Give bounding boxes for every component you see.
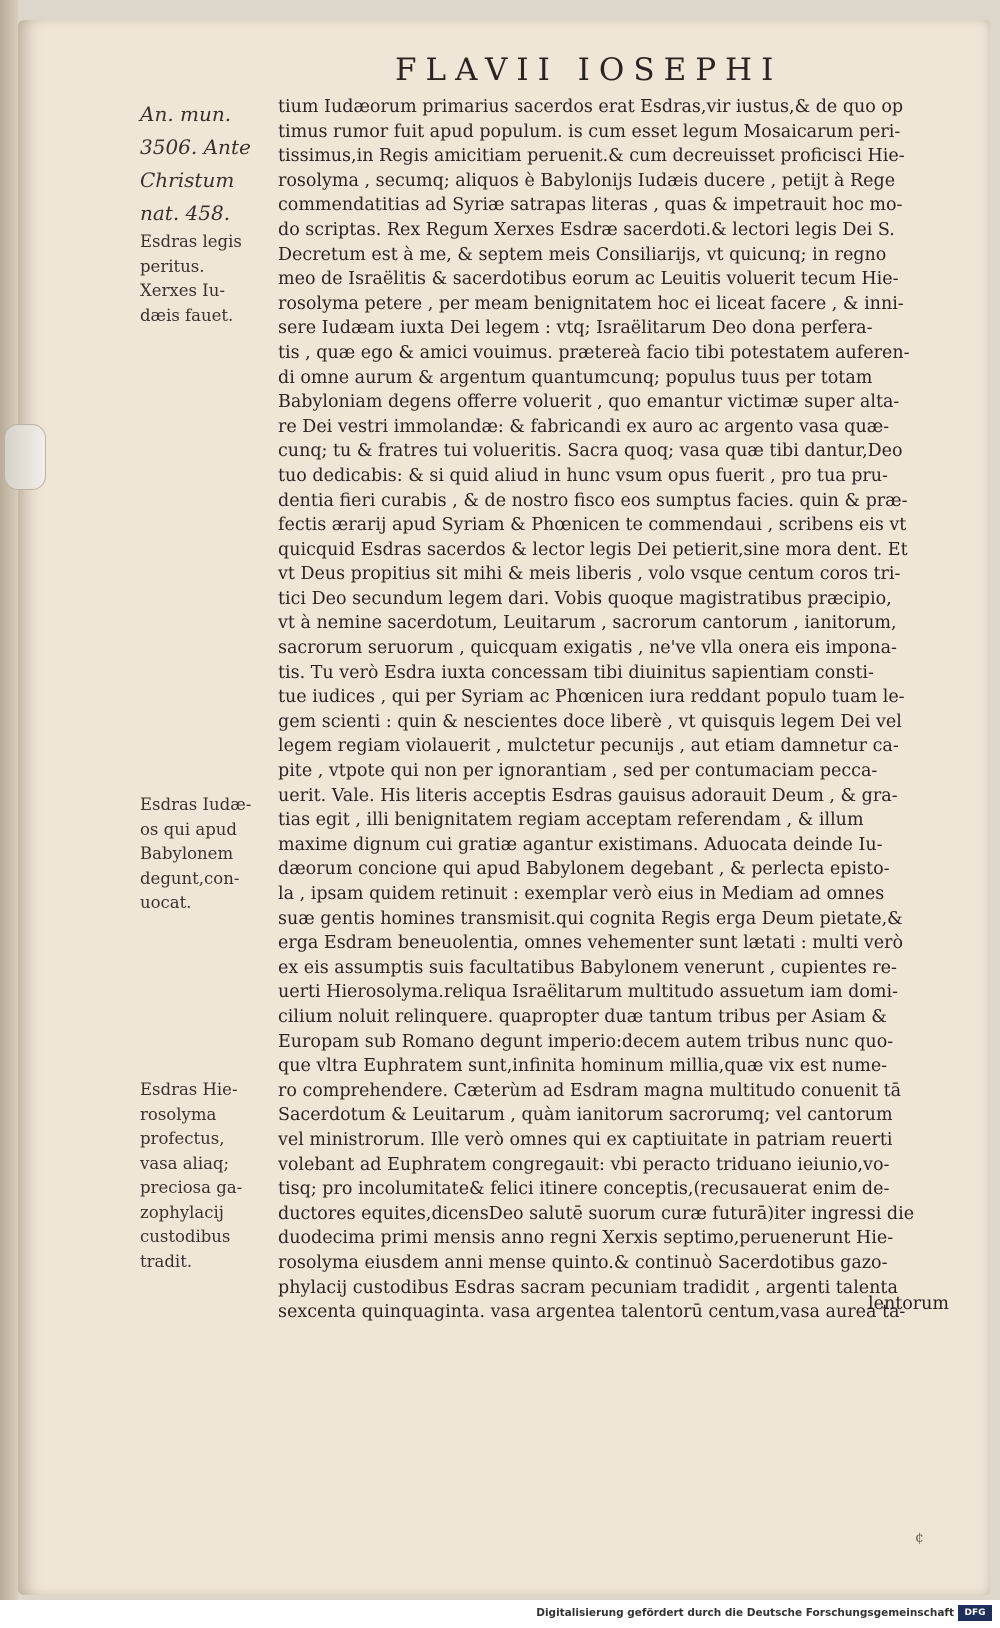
catchword: lentorum: [868, 1294, 950, 1314]
margin-note-line: rosolyma: [140, 1104, 217, 1124]
page-tab-marker: [4, 424, 46, 490]
body-line: ductores equites,dicensDeo salutē suorum curæ futurā)iter ingressi die: [278, 1203, 915, 1224]
body-line: ro comprehendere. Cæterùm ad Esdram magna multitudo conuenit tā: [278, 1080, 902, 1101]
margin-note-line: zophylacij: [140, 1202, 224, 1222]
body-line: vt à nemine sacerdotum, Leuitarum , sacrorum cantorum , ianitorum,: [278, 613, 897, 634]
body-line: rosolyma petere , per meam benignitatem hoc ei liceat facere , & inni-: [278, 293, 904, 314]
margin-note-line: peritus.: [140, 256, 205, 276]
margin-note-line: An. mun.: [140, 102, 232, 126]
body-line: erga Esdram beneuolentia, omnes vehementer sunt lætati : multi verò: [278, 933, 904, 954]
body-line: dæorum concione qui apud Babylonem degebant , & perlecta episto-: [278, 859, 890, 880]
running-head: FLAVII IOSEPHI: [395, 52, 783, 88]
margin-note-line: nat. 458.: [140, 201, 231, 225]
body-line: vt Deus propitius sit mihi & meis liberis , volo vsque centum coros tri-: [278, 564, 901, 585]
body-line: di omne aurum & argentum quantumcunq; populus tuus per totam: [278, 367, 873, 388]
body-line: ex eis assumptis suis facultatibus Babylonem venerunt , cupientes re-: [278, 957, 897, 978]
margin-note-line: degunt,con-: [140, 868, 240, 888]
body-line: phylacij custodibus Esdras sacram pecuniam tradidit , argenti talenta: [278, 1277, 898, 1298]
margin-note-line: 3506. Ante: [140, 135, 251, 159]
body-line: Decretum est à me, & septem meis Consiliarijs, vt quicunq; in regno: [278, 244, 887, 265]
body-line: la , ipsam quidem retinuit : exemplar verò eius in Mediam ad omnes: [278, 884, 885, 904]
margin-note-line: profectus,: [140, 1129, 225, 1148]
margin-note-line: preciosa ga-: [140, 1178, 243, 1197]
body-line: tisq; pro incolumitate& felici itinere conceptis,(recusauerat enim de-: [278, 1179, 890, 1200]
body-line: duodecima primi mensis anno regni Xerxis septimo,peruenerunt Hie-: [278, 1228, 894, 1249]
body-line: cilium noluit relinquere. quapropter duæ tantum tribus per Asiam &: [278, 1006, 887, 1027]
margin-note-line: custodibus: [140, 1227, 231, 1246]
body-line: volebant ad Euphratem congregauit: vbi peracto triduano ieiunio,vo-: [278, 1154, 890, 1175]
body-line: timus rumor fuit apud populum. is cum esset legum Mosaicarum peri-: [278, 121, 901, 142]
body-line: pite , vtpote qui non per ignorantiam , sed per contumaciam pecca-: [278, 761, 878, 782]
margin-note-line: dæis fauet.: [140, 305, 234, 325]
margin-note-line: tradit.: [140, 1251, 193, 1271]
margin-note-esdras-convocat: [140, 793, 280, 916]
footer-credit: Digitalisierung gefördert durch die Deutsche Forschungsgemeinschaft: [536, 1607, 954, 1619]
body-line: fectis ærarij apud Syriam & Phœnicen te commendaui , scribens eis vt: [278, 515, 907, 536]
body-line: tis , quæ ego & amici vouimus. prætereà facio tibi potestatem auferen-: [278, 342, 910, 363]
margin-note-esdras-profectus: [140, 1078, 280, 1274]
body-line: sere Iudæam iuxta Dei legem : vtq; Israëlitarum Deo dona perfera-: [278, 318, 873, 339]
body-line: tue iudices , qui per Syriam ac Phœnicen iura reddant populo tuam le-: [278, 687, 905, 708]
body-line: tium Iudæorum primarius sacerdos erat Esdras,vir iustus,& de quo op: [278, 97, 904, 117]
body-line: legem regiam violauerit , mulctetur pecunijs , aut etiam damnetur ca-: [278, 736, 899, 757]
body-line: tuo dedicabis: & si quid aliud in hunc vsum opus fuerit , pro tua pru-: [278, 465, 888, 486]
margin-note-line: os qui apud: [140, 819, 237, 839]
body-line: gem scienti : quin & nescientes doce liberè , vt quisquis legem Dei vel: [278, 711, 902, 732]
body-line: que vltra Euphratem sunt,infinita hominum millia,quæ vix est nume-: [278, 1056, 888, 1077]
body-line: maxime dignum cui gratiæ agantur existimans. Aduocata deinde Iu-: [278, 834, 883, 855]
body-line: meo de Israëlitis & sacerdotibus eorum ac Leuitis voluerit tecum Hie-: [278, 269, 899, 290]
body-line: dentia fieri curabis , & de nostro fisco eos sumptus facies. quin & præ-: [278, 490, 908, 511]
body-line: sacrorum seruorum , quicquam exigatis , ne've vlla onera eis impona-: [278, 638, 897, 659]
body-line: uerti Hierosolyma.reliqua Israëlitarum multitudo assuetum iam domi-: [278, 982, 898, 1003]
margin-note-date: [140, 98, 280, 328]
book-spine: [0, 0, 18, 1600]
margin-note-line: Esdras Iudæ-: [140, 795, 252, 814]
body-line: tici Deo secundum legem dari. Vobis quoque magistratibus præcipio,: [278, 588, 892, 609]
body-line: re Dei vestri immolandæ: & fabricandi ex auro ac argento vasa quæ-: [278, 416, 890, 437]
body-line: rosolyma , secumq; aliquos è Babylonijs Iudæis ducere , petijt à Rege: [278, 170, 896, 191]
body-line: Babyloniam degens offerre voluerit , quo emantur victimæ super alta-: [278, 392, 900, 413]
margin-note-line: Esdras Hie-: [140, 1080, 238, 1099]
body-line: tias egit , illi benignitatem regiam acceptam referendam , & illum: [278, 810, 864, 831]
margin-note-line: Christum: [140, 168, 235, 192]
body-line: suæ gentis homines transmisit.qui cognita Regis erga Deum pietate,&: [278, 908, 903, 929]
body-line: rosolyma eiusdem anni mense quinto.& continuò Sacerdotibus gazo-: [278, 1252, 888, 1273]
body-line: Sacerdotum & Leuitarum , quàm ianitorum sacrorumq; vel cantorum: [278, 1105, 893, 1126]
body-line: quicquid Esdras sacerdos & lector legis Dei petierit,sine mora dent. Et: [278, 539, 908, 560]
body-line: uerit. Vale. His literis acceptis Esdras gauisus adorauit Deum , & gra-: [278, 785, 898, 806]
body-text: [278, 95, 938, 1325]
margin-note-line: Esdras legis: [140, 232, 242, 251]
body-line: tissimus,in Regis amicitiam peruenit.& cum decreuisset proficisci Hie-: [278, 146, 905, 167]
body-line: vel ministrorum. Ille verò omnes qui ex captiuitate in patriam reuerti: [278, 1129, 893, 1150]
margin-note-line: vasa aliaq;: [140, 1153, 230, 1173]
body-line: tis. Tu verò Esdra iuxta concessam tibi diuinitus sapientiam consti-: [278, 662, 874, 683]
body-line: sexcenta quinquaginta. vasa argentea talentorū centum,vasa aurea ta-: [278, 1302, 906, 1323]
page-mark: ¢: [915, 1530, 924, 1546]
margin-note-line: Babylonem: [140, 844, 234, 863]
margin-note-line: uocat.: [140, 893, 192, 912]
body-line: do scriptas. Rex Regum Xerxes Esdræ sacerdoti.& lectori legis Dei S.: [278, 219, 895, 240]
dfg-logo: DFG: [958, 1605, 992, 1621]
body-line: commendatitias ad Syriæ satrapas literas , quas & impetrauit hoc mo-: [278, 195, 903, 216]
body-line: cunq; tu & fratres tui volueritis. Sacra quoq; vasa quæ tibi dantur,Deo: [278, 441, 903, 462]
body-line: Europam sub Romano degunt imperio:decem autem tribus nunc quo-: [278, 1031, 894, 1052]
margin-note-line: Xerxes Iu-: [140, 281, 225, 300]
